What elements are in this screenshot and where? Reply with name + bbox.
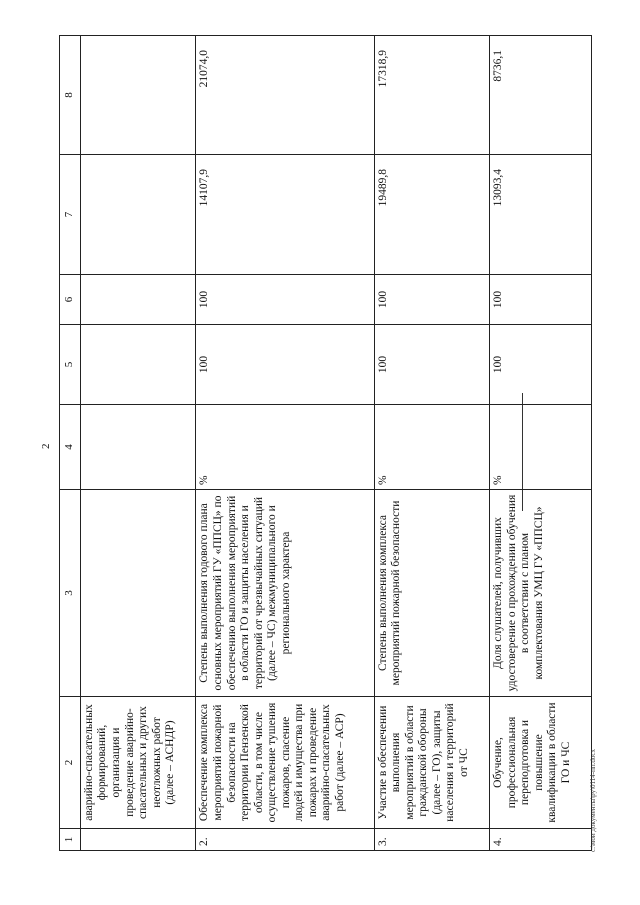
data-table-container bbox=[59, 36, 592, 851]
activity-name: Обеспечение комплекса мероприятий пожарной безопасности на территории Пензенской области, в том числе осуществление тушения пожаров, спасение людей и имущества при пожарах и проведение аварийно-спасательных работ (далее – АСР) bbox=[196, 697, 374, 829]
column-header: 2 bbox=[60, 697, 81, 829]
column-header: 8 bbox=[60, 36, 81, 155]
unit-cell: % bbox=[374, 405, 490, 490]
row-number: 3. bbox=[374, 829, 490, 851]
value-cell: 8736,1 bbox=[490, 36, 592, 155]
value-cell: 100 bbox=[490, 325, 592, 405]
activity-name: аварийно-спасательных формирований, организация и проведение аварийно-спасательных и других неотложных работ (далее – АСНДР) bbox=[80, 697, 196, 829]
activity-name: Участие в обеспечении выполнения мероприятий в области гражданской обороны (далее – ГО), защиты населения и территорий от ЧС bbox=[374, 697, 490, 829]
table-row bbox=[80, 36, 196, 851]
table-row bbox=[490, 36, 592, 851]
column-header: 5 bbox=[60, 325, 81, 405]
indicator-text bbox=[80, 490, 196, 697]
value-cell: 100 bbox=[196, 275, 374, 325]
page-number: 2 bbox=[40, 443, 52, 449]
header-row bbox=[60, 36, 81, 851]
data-table bbox=[59, 35, 592, 851]
row-number: 2. bbox=[196, 829, 374, 851]
row-number bbox=[80, 829, 196, 851]
table-row bbox=[374, 36, 490, 851]
value-cell bbox=[80, 325, 196, 405]
unit-cell: % bbox=[196, 405, 374, 490]
activity-name: Обучение, профессиональная переподготовка и повышение квалификации в области ГО и ЧС bbox=[490, 697, 592, 829]
value-cell: 100 bbox=[196, 325, 374, 405]
indicator-text: Доля слушателей, получивших удостоверение о прохождении обучения в соответствии с планом комплектования УМЦ ГУ «ППСЦ» bbox=[490, 490, 592, 697]
indicator-text: Степень выполнения комплекса мероприятий пожарной безопасности bbox=[374, 490, 490, 697]
value-cell: 17318,9 bbox=[374, 36, 490, 155]
column-header: 1 bbox=[60, 829, 81, 851]
value-cell: 21074,0 bbox=[196, 36, 374, 155]
value-cell: 19489,8 bbox=[374, 155, 490, 275]
column-header: 6 bbox=[60, 275, 81, 325]
unit-cell: % bbox=[490, 405, 592, 490]
column-header: 4 bbox=[60, 405, 81, 490]
value-cell bbox=[80, 275, 196, 325]
row-number: 4. bbox=[490, 829, 592, 851]
value-cell: 14107,9 bbox=[196, 155, 374, 275]
table-row bbox=[196, 36, 374, 851]
value-cell: 100 bbox=[374, 275, 490, 325]
value-cell: 100 bbox=[490, 275, 592, 325]
indicator-text: Степень выполнения годового плана основных мероприятий ГУ «ППСЦ» по обеспечению выполнения мероприятий в области ГО и защиты населения и территорий от чрезвычайных ситуаций (далее – ЧС) межмуниципального и регионального характера bbox=[196, 490, 374, 697]
value-cell bbox=[80, 155, 196, 275]
file-path-footer: c:\мои документы\ру\0114-пп.docx bbox=[589, 749, 597, 852]
value-cell bbox=[80, 36, 196, 155]
column-header: 3 bbox=[60, 490, 81, 697]
unit-cell bbox=[80, 405, 196, 490]
value-cell: 13093,4 bbox=[490, 155, 592, 275]
column-header: 7 bbox=[60, 155, 81, 275]
value-cell: 100 bbox=[374, 325, 490, 405]
